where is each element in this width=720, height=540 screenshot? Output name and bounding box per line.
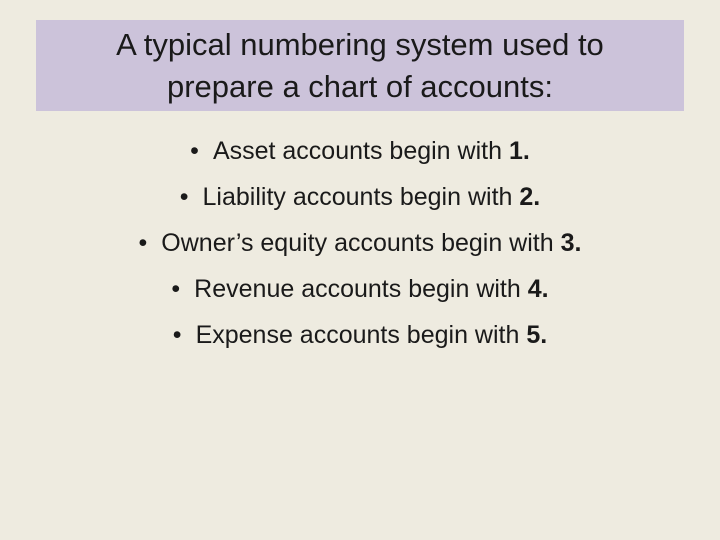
- bullet-text: Owner’s equity accounts begin with: [161, 229, 554, 257]
- bullet-number: 4.: [527, 275, 549, 303]
- slide-title-line-2: prepare a chart of accounts:: [166, 68, 553, 104]
- slide-title: [116, 24, 604, 108]
- bullet-text: Expense accounts begin with: [195, 321, 520, 349]
- bullet-dot-icon: •: [138, 229, 148, 257]
- bullet-number: 5.: [526, 321, 548, 349]
- bullet-item-asset: [0, 128, 720, 174]
- bullet-item-liability: [0, 174, 720, 220]
- bullet-item-revenue: [0, 266, 720, 312]
- bullet-item-owners-equity: [0, 220, 720, 266]
- bullet-text: Revenue accounts begin with: [194, 275, 521, 303]
- bullet-text: Asset accounts begin with: [212, 137, 502, 165]
- bullet-dot-icon: •: [171, 275, 181, 303]
- bullet-dot-icon: •: [172, 321, 182, 349]
- bullet-dot-icon: •: [179, 183, 189, 211]
- bullet-number: 1.: [508, 137, 530, 165]
- bullet-number: 3.: [560, 229, 582, 257]
- bullet-list: [0, 128, 720, 358]
- bullet-dot-icon: •: [190, 137, 199, 165]
- bullet-item-expense: [0, 312, 720, 358]
- slide-title-line-1: A typical numbering system used to: [116, 26, 604, 62]
- bullet-text: Liability accounts begin with: [202, 183, 513, 211]
- slide-title-band: [36, 20, 684, 111]
- bullet-number: 2.: [519, 183, 541, 211]
